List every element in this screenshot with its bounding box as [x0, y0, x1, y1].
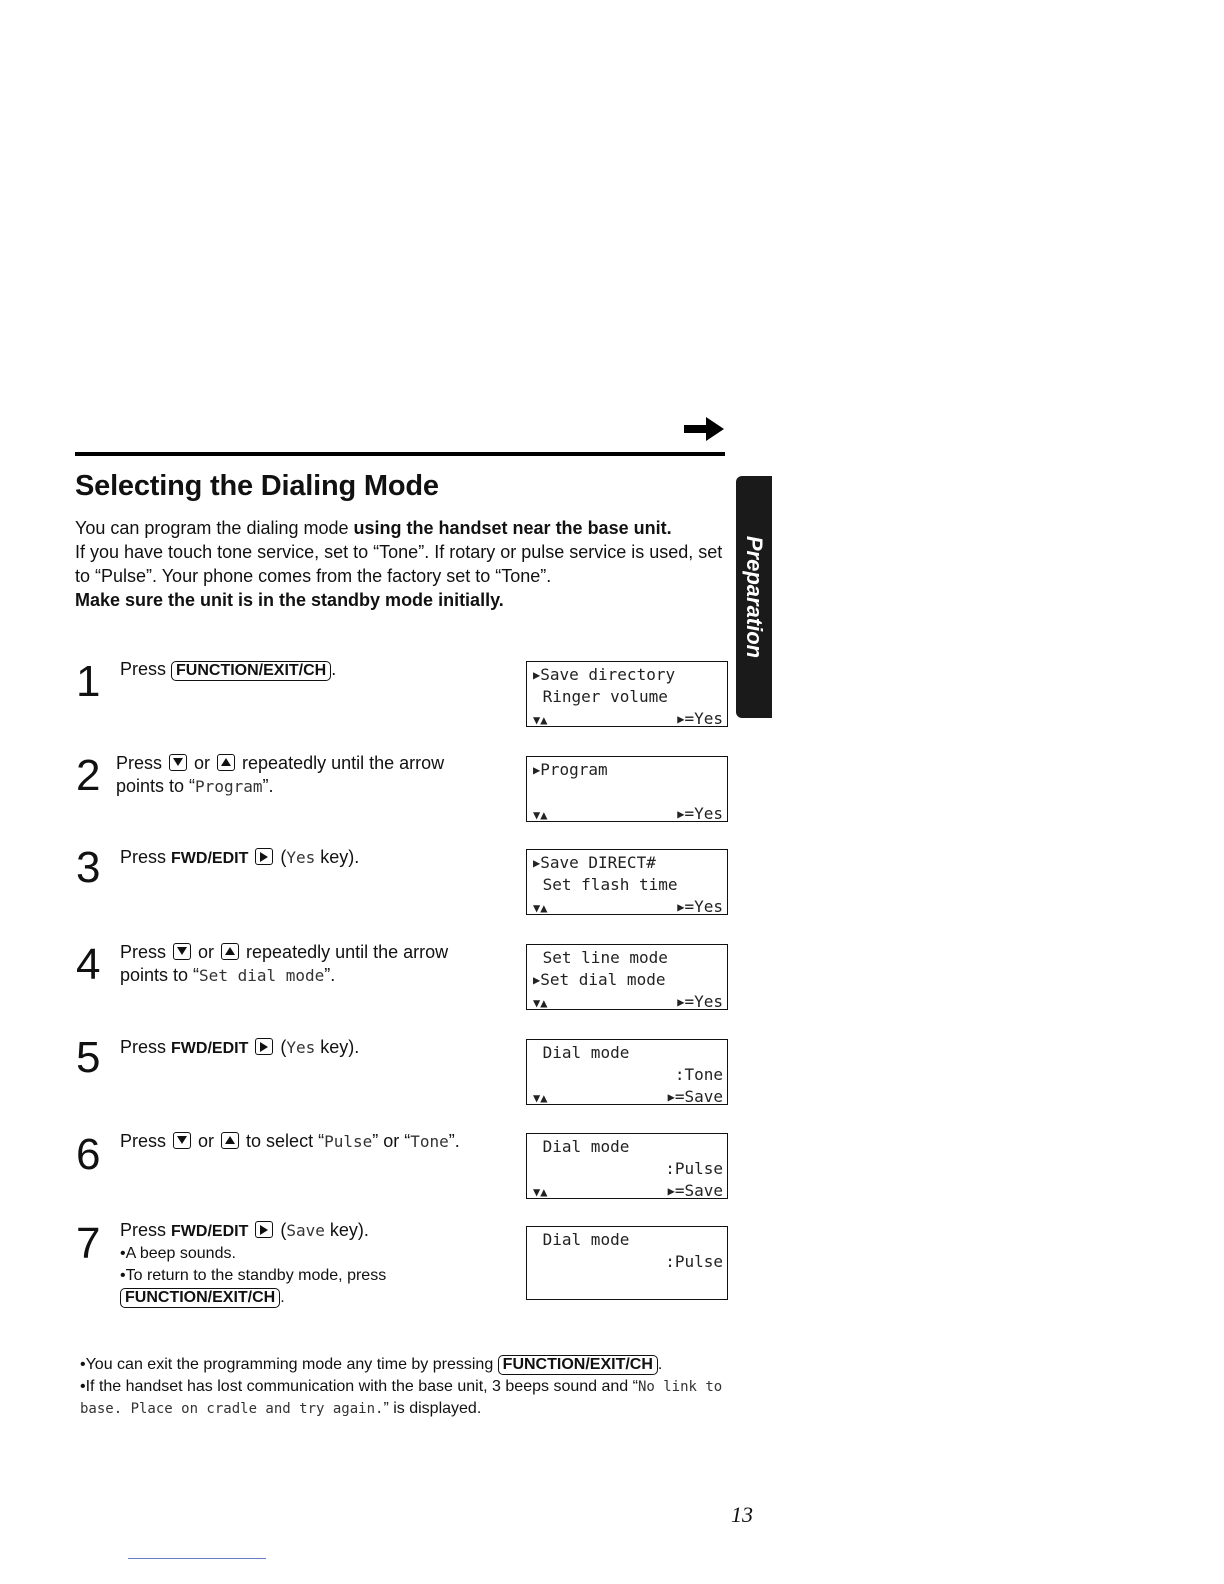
lcd-row [533, 1158, 723, 1179]
lcd-row [533, 947, 723, 968]
lcd-text: Dial mode [542, 1230, 630, 1249]
lcd-row [533, 1136, 723, 1157]
bullet-text: •A beep sounds. [120, 1245, 236, 1262]
next-page-arrow-icon [684, 416, 724, 442]
step-5-text: Press FWD/EDIT (Yes key). [120, 1037, 360, 1057]
step-number: 5 [76, 1033, 101, 1082]
lcd-row [533, 686, 723, 707]
text: ”. [448, 1131, 460, 1151]
text: Press [120, 847, 172, 867]
right-arrow-icon: ▶ [677, 900, 685, 914]
lcd-text: =Yes [684, 992, 723, 1011]
lcd-row [533, 1180, 723, 1201]
down-up-icon: ▼▲ [533, 1185, 548, 1199]
section-rule [75, 452, 725, 456]
down-key-icon [173, 943, 191, 960]
lcd-row [533, 991, 723, 1012]
text: key). [315, 1037, 360, 1057]
intro-bold-1: using the handset near the base unit [353, 518, 667, 538]
down-up-icon: ▼▲ [533, 901, 548, 915]
right-key-icon [255, 848, 273, 865]
page-number: 13 [731, 1502, 753, 1527]
step-7-text: Press FWD/EDIT (Save key). •A beep sounds. •To return to the standby mode, press FUNCTION/EXIT/CH . [120, 1219, 500, 1309]
text: ” or “ [372, 1131, 411, 1151]
text: repeatedly until the arrow points to “ [116, 753, 445, 796]
step-1-text [120, 658, 500, 681]
lcd-text: :Pulse [665, 1159, 723, 1178]
text: repeatedly until the arrow points to “ [120, 942, 449, 985]
lcd-text: :Pulse [665, 1252, 723, 1271]
lcd-row [533, 896, 723, 917]
text: Press [120, 1037, 172, 1057]
lcd-display [526, 1039, 728, 1105]
bullet-text: •To return to the standby mode, press [120, 1267, 387, 1284]
lcd-display [526, 1226, 728, 1300]
lcd-row [533, 1064, 723, 1085]
lcd-text: =Save [674, 1087, 723, 1106]
lcd-text: Dial mode [542, 1137, 630, 1156]
side-tab-label: Preparation [742, 535, 767, 659]
lcd-text: Set flash time [542, 875, 678, 894]
step-number: 2 [76, 751, 101, 800]
text: or [189, 753, 216, 773]
text: . [280, 1289, 285, 1306]
lcd-text: =Save [674, 1181, 723, 1200]
step-3-text: Press FWD/EDIT (Yes key). [120, 847, 360, 867]
intro-bold-end: . [666, 518, 672, 538]
right-arrow-icon: ▶ [677, 995, 685, 1009]
side-tab-preparation [736, 476, 772, 718]
mono-text: Yes [286, 848, 316, 867]
lcd-row [533, 874, 723, 895]
lcd-text: :Tone [674, 1065, 723, 1084]
right-arrow-icon: ▶ [667, 1184, 675, 1198]
lcd-row [533, 708, 723, 729]
lcd-row [533, 1251, 723, 1272]
down-key-icon [169, 754, 187, 771]
text: ” is displayed. [383, 1400, 482, 1417]
down-up-icon: ▼▲ [533, 713, 548, 727]
text: Press [116, 753, 168, 773]
function-exit-ch-key: FUNCTION/EXIT/CH [171, 661, 331, 681]
lcd-text: Save DIRECT# [540, 853, 656, 872]
lcd-display [526, 1133, 728, 1199]
function-exit-ch-key: FUNCTION/EXIT/CH [498, 1355, 658, 1375]
divider [128, 1558, 266, 1559]
mono-text: Program [195, 777, 263, 796]
right-key-icon [255, 1038, 273, 1055]
intro-text-2: If you have touch tone service, set to “Tone”. If rotary or pulse service is used, set to “Pulse”. Your phone comes from the factory set to “Tone”. [75, 542, 723, 586]
intro-standby-note: Make sure the unit is in the standby mode initially. [75, 590, 504, 610]
lcd-text: Program [540, 760, 608, 779]
mono-text: No link to base. Place on cradle and try again. [80, 1379, 723, 1417]
text: •You can exit the programming mode any time by pressing [80, 1356, 498, 1373]
lcd-row [533, 969, 723, 990]
text: Press [120, 1131, 172, 1151]
lcd-row [533, 852, 723, 873]
down-key-icon [173, 1132, 191, 1149]
lcd-text: =Yes [684, 897, 723, 916]
page-title: Selecting the Dialing Mode [75, 470, 439, 502]
text: to select “ [241, 1131, 325, 1151]
cursor-arrow-icon: ▶ [533, 973, 541, 987]
lcd-row [533, 1042, 723, 1063]
mono-text: Yes [286, 1038, 316, 1057]
lcd-display [526, 944, 728, 1010]
text: •If the handset has lost communication with the base unit, 3 beeps sound and “ [80, 1378, 638, 1395]
text: ”. [262, 776, 274, 796]
right-arrow-icon: ▶ [667, 1090, 675, 1104]
lcd-text: Set line mode [542, 948, 668, 967]
down-up-icon: ▼▲ [533, 1091, 548, 1105]
lcd-text: =Yes [684, 709, 723, 728]
text: Press [120, 942, 172, 962]
mono-text: Tone [410, 1132, 449, 1151]
lcd-display [526, 756, 728, 822]
function-exit-ch-key: FUNCTION/EXIT/CH [120, 1288, 280, 1308]
lcd-row [533, 1229, 723, 1250]
step-6-text [120, 1130, 500, 1153]
lcd-row [533, 781, 723, 802]
lcd-row [533, 759, 723, 780]
text: key). [315, 847, 360, 867]
fwd-edit-label: FWD/EDIT [171, 1223, 249, 1240]
lcd-row [533, 664, 723, 685]
lcd-text: Ringer volume [542, 687, 668, 706]
up-key-icon [221, 1132, 239, 1149]
step-number: 4 [76, 940, 101, 989]
right-arrow-icon: ▶ [677, 807, 685, 821]
cursor-arrow-icon: ▶ [533, 856, 541, 870]
cursor-arrow-icon: ▶ [533, 763, 541, 777]
lcd-row [533, 1086, 723, 1107]
text: or [193, 1131, 220, 1151]
fwd-edit-label: FWD/EDIT [171, 850, 249, 867]
lcd-row [533, 803, 723, 824]
lcd-text: Save directory [540, 665, 676, 684]
step-number: 6 [76, 1130, 101, 1179]
text: Press [120, 1220, 172, 1240]
text: ”. [324, 965, 336, 985]
mono-text: Pulse [324, 1132, 373, 1151]
text: or [193, 942, 220, 962]
right-key-icon [255, 1221, 273, 1238]
text: key). [324, 1220, 369, 1240]
footnotes [80, 1354, 760, 1420]
lcd-text: =Yes [684, 804, 723, 823]
down-up-icon: ▼▲ [533, 996, 548, 1010]
mono-text: Set dial mode [199, 966, 325, 985]
step-number: 7 [76, 1219, 101, 1268]
up-key-icon [217, 754, 235, 771]
fwd-edit-label: FWD/EDIT [171, 1040, 249, 1057]
lcd-display [526, 661, 728, 727]
cursor-arrow-icon: ▶ [533, 668, 541, 682]
up-key-icon [221, 943, 239, 960]
step-4-text [120, 941, 500, 987]
text: Press [120, 659, 172, 679]
lcd-display [526, 849, 728, 915]
mono-text: Save [286, 1221, 325, 1240]
intro-text-1: You can program the dialing mode [75, 518, 354, 538]
down-up-icon: ▼▲ [533, 808, 548, 822]
lcd-text: Dial mode [542, 1043, 630, 1062]
right-arrow-icon: ▶ [677, 712, 685, 726]
lcd-text: Set dial mode [540, 970, 666, 989]
intro-text [75, 516, 725, 612]
step-number: 1 [76, 657, 101, 706]
step-2-text [116, 752, 496, 798]
text: . [331, 659, 337, 679]
step-number: 3 [76, 843, 101, 892]
text: . [657, 1356, 663, 1373]
